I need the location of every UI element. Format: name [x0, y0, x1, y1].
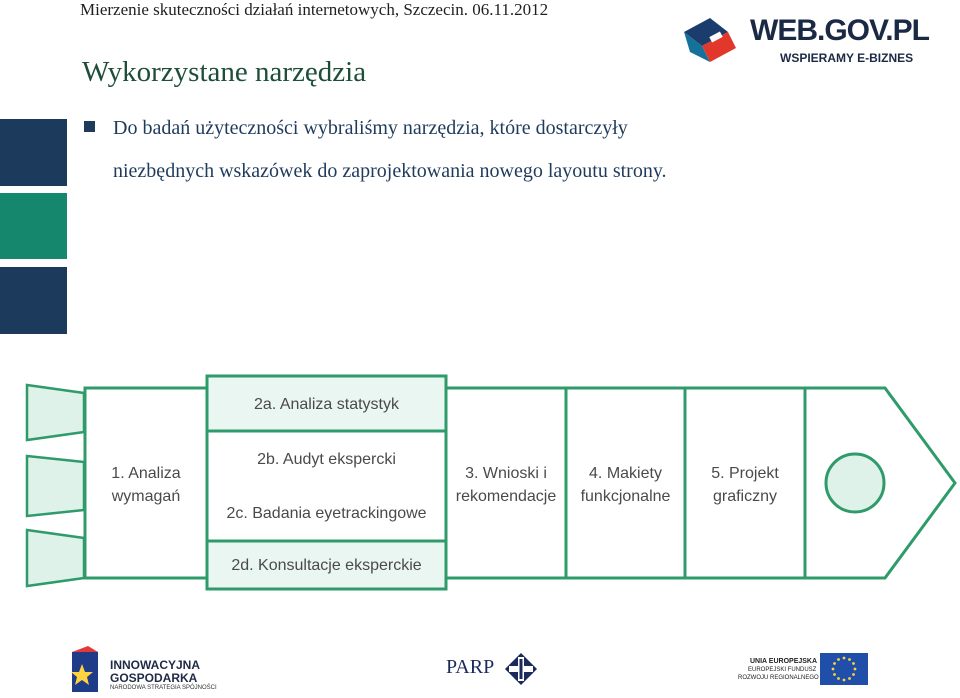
step-5-label-line2: graficzny	[712, 488, 778, 505]
presentation-header: Mierzenie skuteczności działań internetowych, Szczecin. 06.11.2012	[80, 0, 549, 19]
step-3-label-line2: rekomendacje	[455, 488, 557, 505]
step-1-label-line2: wymagań	[111, 488, 181, 505]
innowacyjna-gospodarka-logo	[68, 644, 238, 694]
step-5-label-line1: 5. Projekt	[711, 465, 779, 482]
parp-logo-text: PARP	[446, 656, 495, 678]
eu-line1: UNIA EUROPEJSKA	[750, 658, 818, 665]
webgov-logo-icon	[680, 12, 744, 72]
eu-logo	[730, 652, 875, 688]
eu-flag-icon	[820, 653, 868, 685]
innowacyjna-line3: NARODOWA STRATEGIA SPÓJNOŚCI	[110, 685, 217, 691]
eu-line3: ROZWOJU REGIONALNEGO	[738, 675, 819, 681]
step-3-label-line1: 3. Wnioski i	[465, 465, 547, 482]
bullet-text-line-1: Do badań użyteczności wybraliśmy narzędzia, które dostarczyły	[113, 117, 628, 139]
fin-bottom	[27, 530, 84, 586]
decor-block-teal	[0, 193, 67, 259]
fin-middle	[27, 456, 84, 516]
step-2d-label: 2d. Konsultacje eksperckie	[231, 557, 422, 574]
step-4-label	[566, 462, 685, 508]
parp-logo	[446, 652, 546, 688]
bullet-square-icon	[84, 121, 95, 132]
decor-block-navy-top	[0, 119, 67, 186]
decor-block-navy-bottom	[0, 267, 67, 334]
step-1-label-line1: 1. Analiza	[111, 465, 181, 482]
step-3-label	[446, 462, 566, 508]
eu-line2: EUROPEJSKI FUNDUSZ	[748, 667, 817, 673]
step-1-label	[85, 462, 207, 508]
step-4-label-line1: 4. Makiety	[589, 465, 662, 482]
step-2c-label: 2c. Badania eyetrackingowe	[226, 505, 427, 522]
webgov-logo	[680, 10, 929, 72]
fin-top	[27, 385, 84, 440]
step-4-label-line2: funkcjonalne	[580, 488, 671, 505]
step-2a-label: 2a. Analiza statystyk	[254, 396, 399, 413]
step-2b-label: 2b. Audyt ekspercki	[257, 451, 396, 468]
webgov-logo-tagline: WSPIERAMY E-BIZNES	[780, 51, 914, 65]
parp-logo-icon	[504, 652, 538, 686]
innowacyjna-line2: GOSPODARKA	[110, 671, 198, 685]
innowacyjna-line1: INNOWACYJNA	[110, 658, 201, 672]
webgov-logo-name: WEB.GOV.PL	[750, 14, 929, 47]
porthole-circle	[826, 454, 884, 512]
step-5-label	[685, 462, 805, 508]
slide-title: Wykorzystane narzędzia	[82, 56, 367, 88]
bullet-text-line-2: niezbędnych wskazówek do zaprojektowania nowego layoutu strony.	[113, 160, 667, 182]
innowacyjna-gospodarka-logo-icon	[68, 644, 104, 694]
